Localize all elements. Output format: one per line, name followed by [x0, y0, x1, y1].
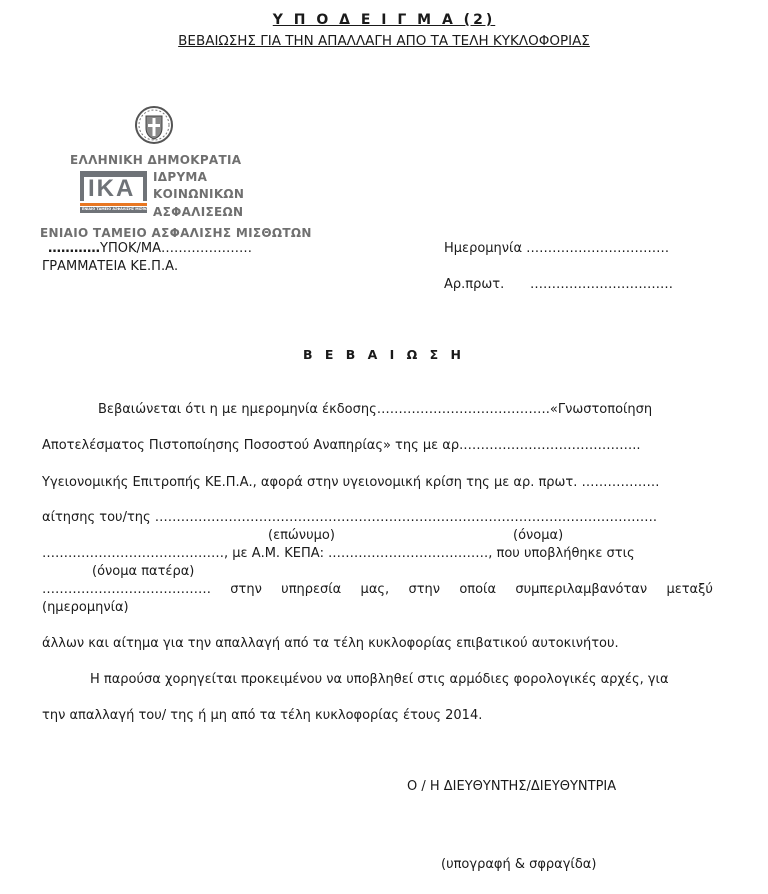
label-father: (όνομα πατέρα) — [92, 564, 195, 579]
signature-note: (υπογραφή & σφραγίδα) — [441, 857, 597, 872]
signatory-title: Ο / Η ΔΙΕΥΘΥΝΤΗΣ/ΔΙΕΥΘΥΝΤΡΙΑ — [407, 779, 617, 794]
label-date: (ημερομηνία) — [42, 600, 129, 615]
fund-name: ΕΝΙΑΙΟ ΤΑΜΕΙΟ ΑΣΦΑΛΙΣΗΣ ΜΙΣΘΩΤΩΝ — [40, 226, 312, 240]
body-line-2: Αποτελέσματος Πιστοποίησης Ποσοστού Αναπηρίας» της με αρ.………………………………….. — [42, 438, 641, 453]
body-line-3: Υγειονομικής Επιτροπής ΚΕ.Π.Α., αφορά στην υγειονομική κρίση της με αρ. πρωτ. ……………… — [42, 475, 660, 490]
body-line-7: άλλων και αίτημα για την απαλλαγή από τα τέλη κυκλοφορίας επιβατικού αυτοκινήτου. — [42, 636, 619, 651]
office-unit: ΥΠΟΚ/ΜΑ………………… — [100, 241, 252, 256]
org-line-1: ΙΔΡΥΜΑ — [153, 170, 208, 184]
protocol-label: Αρ.πρωτ. — [444, 277, 505, 292]
body-line-6-word: στην — [230, 582, 262, 597]
body-line-5: ……………………………………, με Α.Μ. ΚΕΠΑ: .………………………………, που υποβλήθηκε στις — [42, 546, 635, 561]
protocol-dots: …………………………… — [530, 277, 673, 292]
body-line-6-word: συμπεριλαμβανόταν — [515, 582, 648, 597]
greek-coat-of-arms-icon — [134, 104, 174, 146]
document-title: Υ Π Ο Δ Ε Ι Γ Μ Α (2) — [272, 12, 496, 28]
ika-wordmark: ΙΚΑ — [88, 175, 136, 202]
certificate-heading: Β Ε Β Α Ι Ω Σ Η — [302, 347, 465, 362]
org-line-3: ΑΣΦΑΛΙΣΕΩΝ — [153, 205, 244, 219]
office-dots: ………… — [48, 241, 100, 256]
body-line-6 — [42, 582, 713, 597]
body-line-6-word: υπηρεσία — [281, 582, 342, 597]
body-line-1: Βεβαιώνεται ότι η με ημερομηνία έκδοσης………………………………….«Γνωστοποίηση — [98, 402, 653, 417]
republic-label: ΕΛΛΗΝΙΚΗ ΔΗΜΟΚΡΑΤΙΑ — [70, 153, 242, 167]
body-line-6-dots: ………………………………… — [42, 582, 211, 597]
body-line-8: Η παρούσα χορηγείται προκειμένου να υποβληθεί στις αρμόδιες φορολογικές αρχές, για — [90, 672, 669, 687]
body-line-6-word: μας, — [360, 582, 390, 597]
label-surname: (επώνυμο) — [268, 528, 335, 543]
body-line-9: την απαλλαγή του/ της ή μη από τα τέλη κυκλοφορίας έτους 2014. — [42, 708, 483, 723]
body-line-6-word: μεταξύ — [666, 582, 713, 597]
document-subtitle: ΒΕΒΑΙΩΣΗΣ ΓΙΑ ΤΗΝ ΑΠΑΛΛΑΓΗ ΑΠΟ ΤΑ ΤΕΛΗ ΚΥΚΛΟΦΟΡΙΑΣ — [178, 33, 590, 49]
label-name: (όνομα) — [513, 528, 564, 543]
date-field: Ημερομηνία …………………………… — [444, 241, 670, 256]
org-line-2: ΚΟΙΝΩΝΙΚΩΝ — [153, 187, 245, 201]
body-line-6-word: οποία — [459, 582, 497, 597]
office-line-2: ΓΡΑΜΜΑΤΕΙΑ ΚΕ.Π.Α. — [42, 259, 179, 274]
ika-small-caption: ΕΝΙΑΙΟ ΤΑΜΕΙΟ ΑΣΦΑΛΙΣΗΣ ΜΙΣΘΩΤΩΝ — [82, 207, 157, 211]
office-line-1 — [48, 241, 252, 256]
ika-logo — [80, 171, 157, 213]
body-line-6-word: στην — [408, 582, 441, 597]
body-line-4: αίτησης του/της ………………………………………………………………………………….…………………. — [42, 510, 658, 525]
